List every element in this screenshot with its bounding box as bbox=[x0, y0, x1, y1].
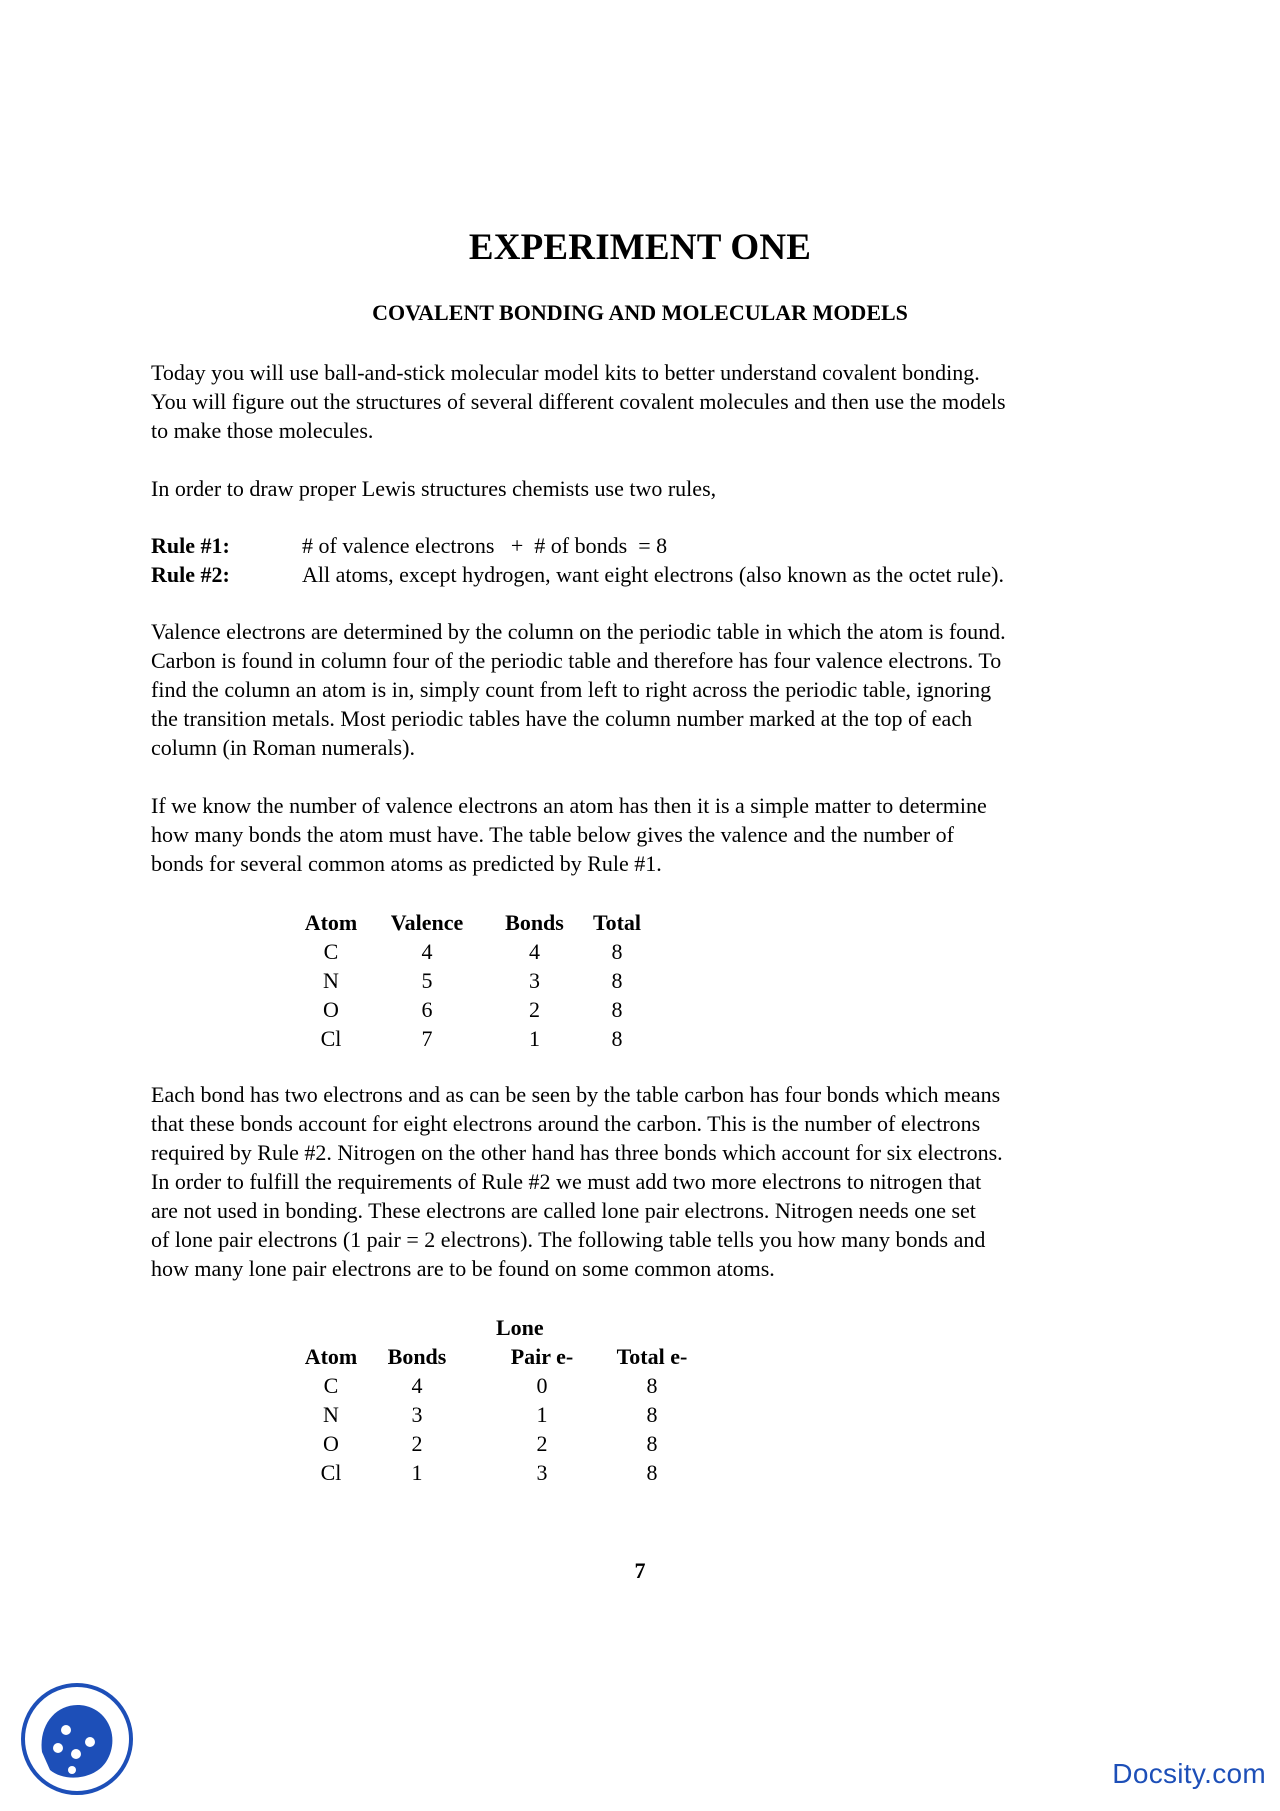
table-cell: C bbox=[323, 1373, 339, 1398]
column-header: Atom bbox=[304, 910, 358, 935]
table-cell: 1 bbox=[529, 1026, 540, 1051]
page-number: 7 bbox=[634, 1558, 646, 1583]
column-header: Atom bbox=[304, 1344, 358, 1369]
table-cell: N bbox=[323, 968, 339, 993]
text-line: Carbon is found in column four of the periodic table and therefore has four valence electrons. To bbox=[151, 648, 1002, 673]
column-header: Lone bbox=[496, 1315, 544, 1340]
column-header: Valence bbox=[390, 910, 464, 935]
table-cell: Cl bbox=[320, 1026, 342, 1051]
column-header bbox=[612, 1313, 692, 1342]
logo-graphic bbox=[20, 1682, 135, 1797]
table-cell: Cl bbox=[320, 1460, 342, 1485]
rule-1 bbox=[151, 531, 667, 560]
table-header-row bbox=[300, 1313, 692, 1342]
table-cell: 1 bbox=[536, 1402, 548, 1427]
column-header bbox=[362, 1313, 472, 1342]
text-line: how many bonds the atom must have. The table below gives the valence and the number of bbox=[151, 822, 954, 847]
column-header: Total e- bbox=[616, 1344, 688, 1369]
table-cell: 8 bbox=[611, 997, 623, 1022]
table-cell: O bbox=[323, 1431, 339, 1456]
lone-pair-table bbox=[300, 1313, 692, 1487]
table-cell: C bbox=[323, 939, 339, 964]
table-header-row bbox=[300, 908, 657, 937]
table-cell: 8 bbox=[646, 1402, 658, 1427]
table-cell: 8 bbox=[646, 1373, 658, 1398]
table-cell: 2 bbox=[529, 997, 540, 1022]
table-cell: 8 bbox=[646, 1460, 658, 1485]
table-row bbox=[300, 1458, 692, 1487]
text-line: to make those molecules. bbox=[151, 418, 374, 443]
docsity-brand-link[interactable]: Docsity.com bbox=[1112, 1758, 1266, 1789]
text-line: required by Rule #2. Nitrogen on the other hand has three bonds which account for six electrons. bbox=[151, 1140, 1003, 1165]
table-cell: 8 bbox=[611, 968, 623, 993]
table-cell: N bbox=[323, 1402, 339, 1427]
text-line: Valence electrons are determined by the column on the periodic table in which the atom is found. bbox=[151, 619, 1006, 644]
text-line: You will figure out the structures of several different covalent molecules and then use the models bbox=[151, 389, 1006, 414]
table-cell: 8 bbox=[611, 1026, 623, 1051]
rule-text: All atoms, except hydrogen, want eight electrons (also known as the octet rule). bbox=[302, 562, 1004, 587]
table-cell: 2 bbox=[411, 1431, 423, 1456]
text-line: find the column an atom is in, simply count from left to right across the periodic table, ignoring bbox=[151, 677, 992, 702]
page-title: EXPERIMENT ONE bbox=[468, 227, 812, 268]
table-cell: 4 bbox=[421, 939, 433, 964]
text-line: If we know the number of valence electrons an atom has then it is a simple matter to determine bbox=[151, 793, 987, 818]
table-row bbox=[300, 1024, 657, 1053]
rules-intro: In order to draw proper Lewis structures chemists use two rules, bbox=[151, 476, 717, 501]
table-row bbox=[300, 937, 657, 966]
table-cell: 3 bbox=[529, 968, 540, 993]
table-cell: 0 bbox=[536, 1373, 548, 1398]
column-header bbox=[300, 1313, 362, 1342]
text-line: Each bond has two electrons and as can be seen by the table carbon has four bonds which means bbox=[151, 1082, 1001, 1107]
table-cell: 4 bbox=[411, 1373, 423, 1398]
table-row bbox=[300, 995, 657, 1024]
table-cell: 6 bbox=[421, 997, 433, 1022]
table-cell: 3 bbox=[536, 1460, 548, 1485]
table-cell: 5 bbox=[421, 968, 433, 993]
text-line: of lone pair electrons (1 pair = 2 electrons). The following table tells you how many bonds and bbox=[151, 1227, 986, 1252]
text-line: column (in Roman numerals). bbox=[151, 735, 415, 760]
text-line: In order to fulfill the requirements of Rule #2 we must add two more electrons to nitrogen that bbox=[151, 1169, 982, 1194]
table-cell: 2 bbox=[536, 1431, 548, 1456]
text-line: Today you will use ball-and-stick molecular model kits to better understand covalent bonding. bbox=[151, 360, 980, 385]
column-header: Total bbox=[592, 910, 642, 935]
table-cell: 1 bbox=[411, 1460, 423, 1485]
rule-label: Rule #1: bbox=[151, 533, 230, 558]
text-line: bonds for several common atoms as predicted by Rule #1. bbox=[151, 851, 662, 876]
table-header-row bbox=[300, 1342, 692, 1371]
table-row bbox=[300, 966, 657, 995]
text-line: that these bonds account for eight electrons around the carbon. This is the number of electrons bbox=[151, 1111, 981, 1136]
lone-pair-paragraph bbox=[151, 1080, 1151, 1283]
table-cell: O bbox=[323, 997, 339, 1022]
bonds-paragraph bbox=[151, 791, 1151, 878]
page-subtitle: COVALENT BONDING AND MOLECULAR MODELS bbox=[372, 300, 908, 325]
text-line: are not used in bonding. These electrons are called lone pair electrons. Nitrogen needs one set bbox=[151, 1198, 976, 1223]
text-line: how many lone pair electrons are to be found on some common atoms. bbox=[151, 1256, 775, 1281]
table-row bbox=[300, 1371, 692, 1400]
rule-2 bbox=[151, 560, 1004, 589]
rule-text: # of valence electrons + # of bonds = 8 bbox=[302, 533, 668, 558]
table-cell: 7 bbox=[421, 1026, 433, 1051]
table-row bbox=[300, 1400, 692, 1429]
column-header: Pair e- bbox=[510, 1344, 574, 1369]
table-cell: 3 bbox=[411, 1402, 423, 1427]
table-cell: 4 bbox=[529, 939, 540, 964]
table-cell: 8 bbox=[611, 939, 623, 964]
valence-paragraph bbox=[151, 617, 1151, 762]
valence-table bbox=[300, 908, 657, 1053]
docsity-logo-icon[interactable] bbox=[20, 1682, 135, 1797]
table-cell: 8 bbox=[646, 1431, 658, 1456]
intro-paragraph bbox=[151, 358, 1151, 445]
table-row bbox=[300, 1429, 692, 1458]
column-header: Bonds bbox=[387, 1344, 447, 1369]
column-header: Bonds bbox=[505, 910, 564, 935]
rule-label: Rule #2: bbox=[151, 562, 230, 587]
text-line: the transition metals. Most periodic tables have the column number marked at the top of each bbox=[151, 706, 973, 731]
